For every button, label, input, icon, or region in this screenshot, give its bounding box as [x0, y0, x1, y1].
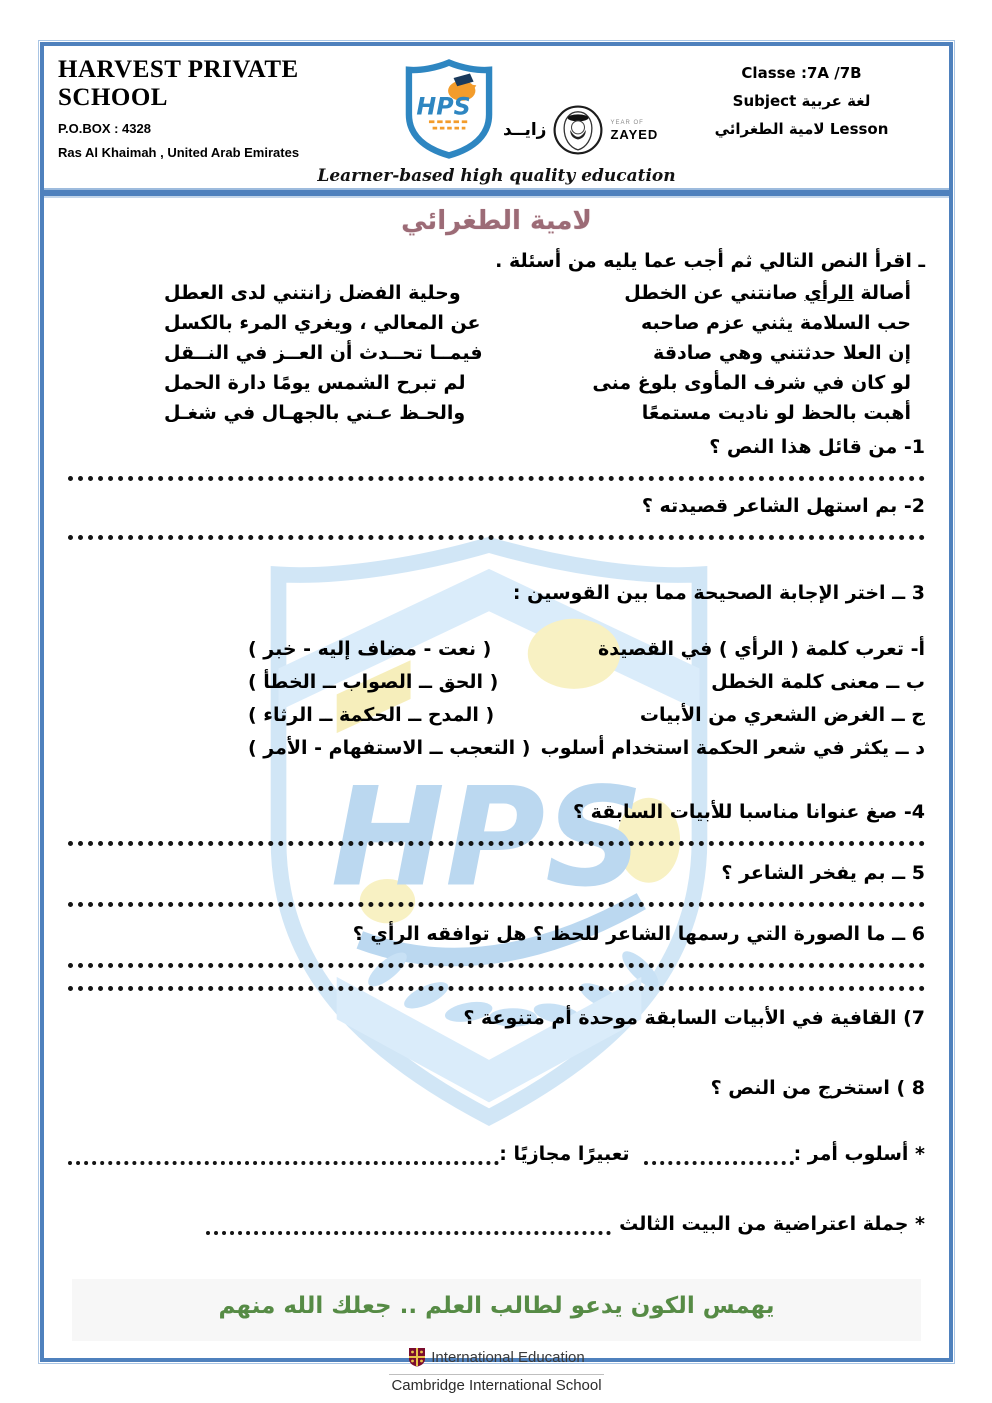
answer-line-q2 — [68, 524, 925, 540]
class-field: Classe :7A /7B — [741, 64, 862, 82]
answer-line-q6a — [68, 952, 925, 968]
lesson-value: لامية الطغرائي — [714, 120, 825, 138]
page-border-frame — [40, 42, 953, 1394]
lesson-label: Lesson — [829, 120, 889, 138]
option-a — [68, 638, 925, 660]
footer — [68, 1347, 925, 1394]
poem — [68, 278, 925, 428]
verse-1-right: أصالة الرأي صانتني عن الخطل — [624, 282, 911, 304]
poem-verse-2 — [164, 308, 911, 338]
verse-3-left: فيمــا تحــدث أن العــز في النــقل — [164, 342, 483, 364]
poem-verse-3 — [164, 338, 911, 368]
instruction-line: ـ اقرأ النص التالي ثم أجب عما يليه من أسئلة . — [495, 250, 925, 272]
question-3-options — [68, 638, 925, 759]
poem-verse-4 — [164, 368, 911, 398]
worksheet-body — [44, 206, 949, 1394]
motivational-note: يهمس الكون يدعو لطالب العلم .. جعلك الله منهم — [218, 1293, 775, 1319]
option-d — [68, 737, 925, 759]
answer-blank-figurative — [68, 1146, 499, 1165]
option-b-stem: ب ــ معنى كلمة الخطل — [711, 671, 925, 693]
svg-text:HPS: HPS — [416, 92, 471, 121]
option-a-choices: ( نعت - مضاف إليه - خبر ) — [248, 638, 492, 660]
question-6: 6 ــ ما الصورة التي رسمها الشاعر للحظ ؟ هل توافقه الرأي ؟ — [352, 923, 925, 945]
parenthetical-label: * جملة اعتراضية من البيت الثالث — [619, 1213, 925, 1235]
lesson-field — [668, 120, 935, 138]
footer-line1: International Education — [431, 1348, 585, 1366]
figurative-label: تعبيرًا مجازيًا : — [499, 1143, 630, 1165]
option-b-choices: ( الحق ــ الصواب ــ الخطأ ) — [248, 671, 499, 693]
document-title: لامية الطغرائي — [401, 206, 592, 236]
zayed-portrait-icon — [552, 104, 604, 156]
question-8-extract-row — [68, 1143, 925, 1165]
footer-international-education — [408, 1347, 584, 1367]
school-slogan: Learner-based high quality education — [317, 166, 676, 186]
footer-line2: Cambridge International School — [391, 1377, 602, 1394]
po-box: P.O.BOX : 4328 — [58, 121, 151, 136]
answer-line-q4 — [68, 830, 925, 846]
watermark-hps-text: HPS — [330, 758, 644, 918]
option-d-choices: ( التعجب ــ الاستفهام - الأمر ) — [248, 737, 531, 759]
verse-4-left: لم تبرح الشمس يومًا دارة الحمل — [164, 372, 466, 394]
question-5: 5 ــ بم يفخر الشاعر ؟ — [721, 862, 925, 884]
subject-field — [668, 92, 935, 110]
poem-verse-1 — [164, 278, 911, 308]
option-a-stem: أ- تعرب كلمة ( الرأي ) في القصيدة — [598, 638, 925, 660]
verse-3-right: إن العلا حدثتني وهي صادقة — [653, 342, 911, 364]
question-8: 8 ) استخرج من النص ؟ — [710, 1077, 925, 1099]
verse-1-left: وحلية الفضل زانتني لدى العطل — [164, 282, 461, 304]
option-c-stem: ج ــ الغرض الشعري من الأبيات — [639, 704, 925, 726]
zayed-english-text — [610, 120, 658, 141]
option-c — [68, 704, 925, 726]
underlined-word: الرأي — [804, 282, 854, 304]
subject-label: Subject — [732, 92, 797, 110]
year-of-label: YEAR OF — [610, 119, 644, 126]
poem-verse-5 — [164, 398, 911, 428]
motivational-band — [72, 1279, 921, 1341]
header — [44, 46, 949, 188]
question-3: 3 ــ اختر الإجابة الصحيحة مما بين القوسين : — [512, 582, 925, 604]
question-7: 7) القافية في الأبيات السابقة موحدة أم متنوعة ؟ — [463, 1007, 925, 1029]
verse-2-right: حب السلامة يثني عزم صاحبه — [640, 312, 911, 334]
cambridge-crest-icon — [408, 1347, 426, 1367]
footer-divider — [389, 1374, 604, 1375]
hps-logo-icon — [403, 58, 495, 160]
header-separator — [44, 188, 949, 198]
answer-blank-order — [644, 1146, 794, 1165]
question-4: 4- صغ عنوانا مناسبا للأبيات السابقة ؟ — [573, 801, 925, 823]
option-d-stem: د ــ يكثر في شعر الحكمة استخدام أسلوب — [540, 737, 925, 759]
option-b — [68, 671, 925, 693]
school-name: HARVEST PRIVATE SCHOOL — [58, 56, 299, 111]
question-1: 1- من قائل هذا النص ؟ — [709, 436, 925, 458]
verse-5-right: أهبت بالحظ لو ناديت مستمعًا — [641, 402, 911, 424]
zayed-label: ZAYED — [610, 126, 659, 142]
answer-line-q6b — [68, 975, 925, 991]
order-style-label: * أسلوب أمر : — [793, 1143, 925, 1165]
option-c-choices: ( المدح ــ الحكمة ــ الرثاء ) — [248, 704, 495, 726]
verse-5-left: والحـظ عـني بالجهـال في شغـل — [164, 402, 466, 424]
school-address: Ras Al Khaimah , United Arab Emirates — [58, 145, 300, 160]
question-2: 2- بم استهل الشاعر قصيدته ؟ — [641, 495, 925, 517]
answer-line-q1 — [68, 465, 925, 481]
answer-blank-parenthetical — [206, 1216, 611, 1235]
answer-line-q5 — [68, 891, 925, 907]
verse-2-left: عن المعالي ، ويغري المرء بالكسل — [164, 312, 481, 334]
zayed-arabic-text: زايــد — [503, 120, 547, 140]
subject-value: لغة عربية — [801, 92, 871, 110]
verse-4-right: لو كان في شرف المأوى بلوغ منى — [592, 372, 911, 394]
question-8-parenthetical-row — [68, 1213, 925, 1235]
